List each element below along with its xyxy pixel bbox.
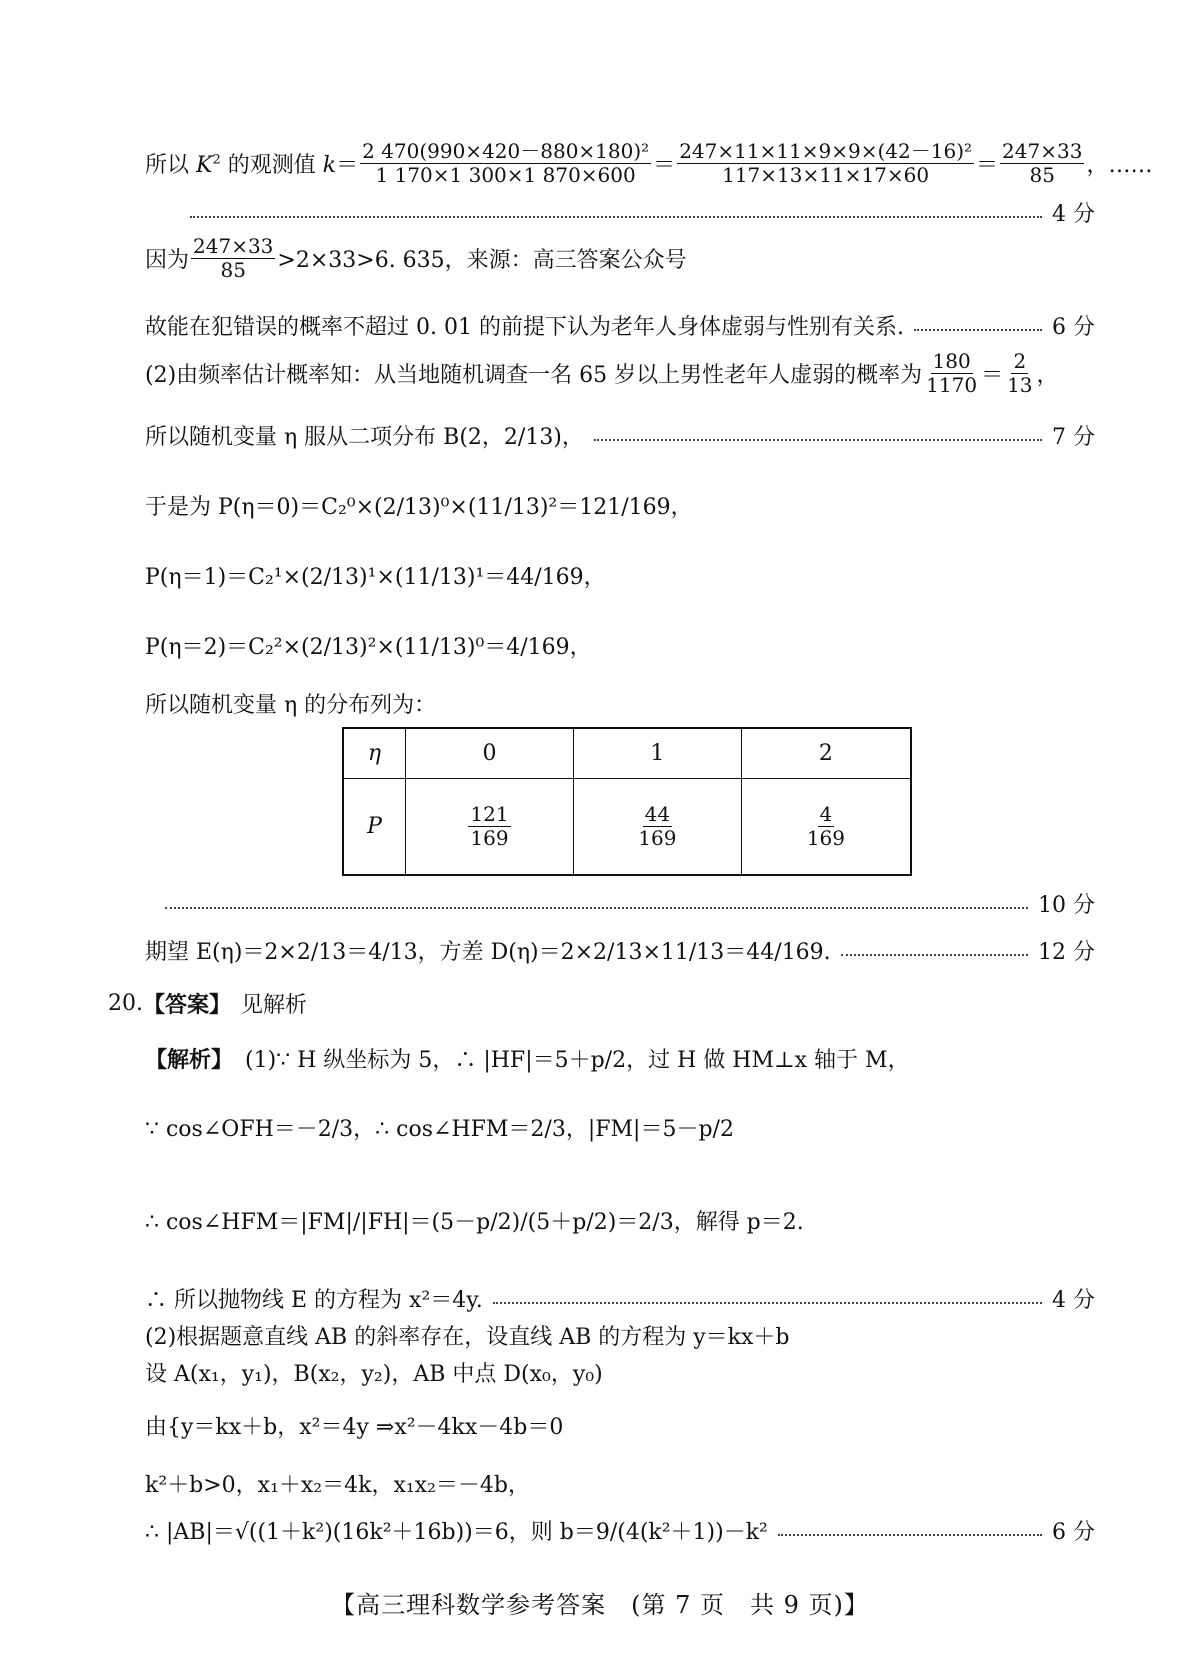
score-line-10: 10 分 [165,888,1095,919]
table-header-0: 0 [406,728,574,779]
because-line: 因为 $\frac{247\times 33}{85}$ >2×33>6. 635，来源：高三答案公众号 [145,234,687,282]
analysis-line-6: 设 A(x₁，y₁)，B(x₂，y₂)，AB 中点 D(x₀，y₀) [145,1362,603,1387]
analysis-line-2: ∵ cos∠OFH＝－2/3，∴ cos∠HFM＝2/3，|FM|＝5－p/2 [145,1117,734,1142]
distribution-table [342,727,912,876]
distribution-intro-line: 所以随机变量 η 的分布列为： [145,693,437,718]
fraction-2: $\frac{\text{247×11×11×9×9×(42－16)²}}{117\times 13\times 11\times 17\times 60}$ [679,139,973,187]
question-20-line: 20. 【答案】 见解析 [108,991,308,1018]
analysis-line-8: k²＋b>0，x₁＋x₂＝4k，x₁x₂＝－4b， [145,1473,530,1498]
p-eta-2-line: P(η＝2)＝C₂²×(2/13)²×(11/13)⁰＝4/169， [145,635,592,660]
score-line-4: 4 分 [190,197,1095,228]
fraction-3: $\frac{247\times 33}{85}$ [1002,139,1083,187]
table-row-label: P [343,779,406,876]
analysis-line-5: (2)根据题意直线 AB 的斜率存在，设直线 AB 的方程为 y＝kx＋b [145,1325,790,1350]
analysis-line-7: 由{y＝kx＋b，x²＝4y ⇒x²－4kx－4b＝0 [145,1415,564,1440]
binomial-line: 所以随机变量 η 服从二项分布 B(2，2/13)， 7 分 [145,425,1095,450]
p-eta-1-line: P(η＝1)＝C₂¹×(2/13)¹×(11/13)¹＝44/169， [145,565,606,590]
k-squared-line: 所以 $K^2$ 的观测值 k＝ $\frac{\text{2 470(990×420－880×180)²}}{1 170\times 1 300\times 1 870\times 600}$ ＝ $\frac{\text{247×11×11×9×9×(42－16)²}}{117\times 13\times 11\times 17\times 60}$ ＝ $\frac{247\times 33}{85}$ ，…… [145,139,1153,187]
table-header-eta: η [343,728,406,779]
expectation-line: 期望 E(η)＝2×2/13＝4/13，方差 D(η)＝2×2/13×11/13＝44/169. 12 分 [145,940,1095,965]
table-cell-p2: $\frac{4}{169}$ [741,779,911,876]
conclusion-line: 故能在犯错误的概率不超过 0. 01 的前提下认为老年人身体虚弱与性别有关系. 6 分 [145,315,1095,340]
analysis-line-9: ∴ |AB|＝√((1＋k²)(16k²＋16b))＝6，则 b＝9/(4(k²＋1))－k² 6 分 [145,1520,1095,1545]
fraction-1: $\frac{\text{2 470(990×420－880×180)²}}{1 170\times 1 300\times 1 870\times 600}$ [362,139,650,187]
table-cell-p1: $\frac{44}{169}$ [573,779,741,876]
analysis-line-4: ∴ 所以抛物线 E 的方程为 x²＝4y. 4 分 [145,1288,1095,1313]
table-header-2: 2 [741,728,911,779]
table-cell-p0: $\frac{121}{169}$ [406,779,574,876]
analysis-line-3: ∴ cos∠HFM＝|FM|/|FH|＝(5－p/2)/(5＋p/2)＝2/3，解得 p＝2. [145,1210,804,1235]
table-header-1: 1 [573,728,741,779]
p-eta-0-line: 于是为 P(η＝0)＝C₂⁰×(2/13)⁰×(11/13)²＝121/169， [145,495,693,520]
probability-estimate-line: (2)由频率估计概率知：从当地随机调查一名 65 岁以上男性老年人虚弱的概率为 $\frac{180}{1170}$ ＝ $\frac{2}{13}$ ， [145,349,1059,397]
page-footer: 【高三理科数学参考答案 (第 7 页 共 9 页)】 [331,1591,869,1619]
analysis-line-1: 【解析】 (1)∵ H 纵坐标为 5，∴ |HF|＝5＋p/2，过 H 做 HM⊥x 轴于 M， [145,1047,910,1073]
